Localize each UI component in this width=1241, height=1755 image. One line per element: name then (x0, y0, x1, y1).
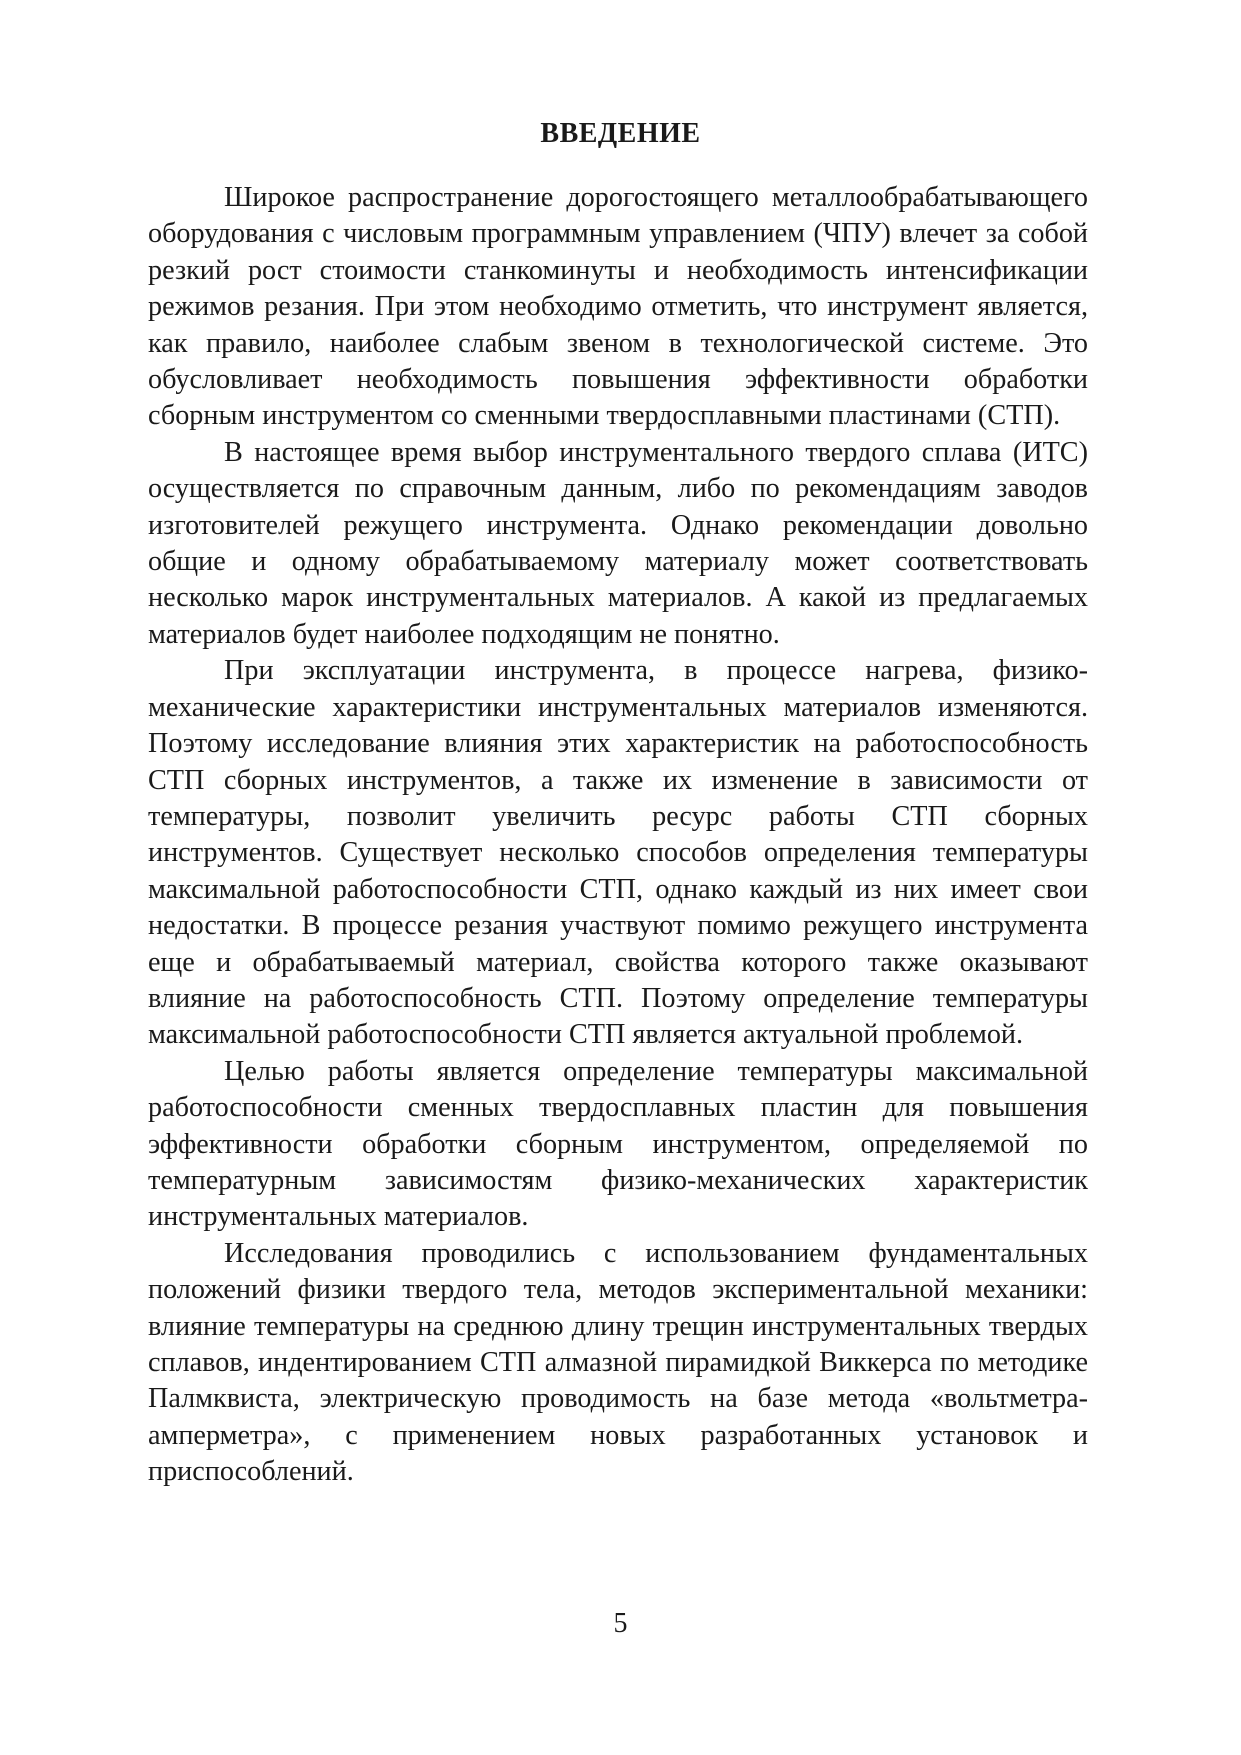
paragraph-1: Широкое распространение дорогостоящего металлообрабатывающего оборудования с числовым программным управлением (ЧПУ) влечет за собой резкий рост стоимости станкоминуты и необходимость интенсификации режимов резания. При этом необходимо отметить, что инструмент является, как правило, наиболее слабым звеном в технологической системе. Это обусловливает необходимость повышения эффективности обработки сборным инструментом со сменными твердосплавными пластинами (СТП). (148, 182, 1088, 432)
page-title: ВВЕДЕНИЕ (540, 118, 701, 149)
paragraph-3: При эксплуатации инструмента, в процессе нагрева, физико-механические характеристики инструментальных материалов изменяются. Поэтому исследование влияния этих характеристик на работоспособность СТП сборных инструментов, а также их изменение в зависимости от температуры, позволит увеличить ресурс работы СТП сборных инструментов. Существует несколько способов определения температуры максимальной работоспособности СТП, однако каждый из них имеет свои недостатки. В процессе резания участвуют помимо режущего инструмента еще и обрабатываемый материал, свойства которого также оказывают влияние на работоспособность СТП. Поэтому определение температуры максимальной работоспособности СТП является актуальной проблемой. (148, 655, 1088, 1051)
paragraph-5: Исследования проводились с использованием фундаментальных положений физики твердого тела, методов экспериментальной механики: влияние температуры на среднюю длину трещин инструментальных твердых сплавов, индентированием СТП алмазной пирамидкой Виккерса по методике Палмквиста, электрическую проводимость на базе метода «вольтметра-амперметра», с применением новых разработанных установок и приспособлений. (148, 1237, 1088, 1488)
body-text (148, 180, 1088, 1491)
paragraph-2: В настоящее время выбор инструментального твердого сплава (ИТС) осуществляется по справочным данным, либо по рекомендациям заводов изготовителей режущего инструмента. Однако рекомендации довольно общие и одному обрабатываемому материалу может соответствовать несколько марок инструментальных материалов. А какой из предлагаемых материалов будет наиболее подходящим не понятно. (148, 436, 1088, 650)
page-number: 5 (613, 1608, 628, 1639)
paragraph-4: Целью работы является определение температуры максимальной работоспособности сменных твердосплавных пластин для повышения эффективности обработки сборным инструментом, определяемой по температурным зависимостям физико-механических характеристик инструментальных материалов. (148, 1055, 1088, 1233)
